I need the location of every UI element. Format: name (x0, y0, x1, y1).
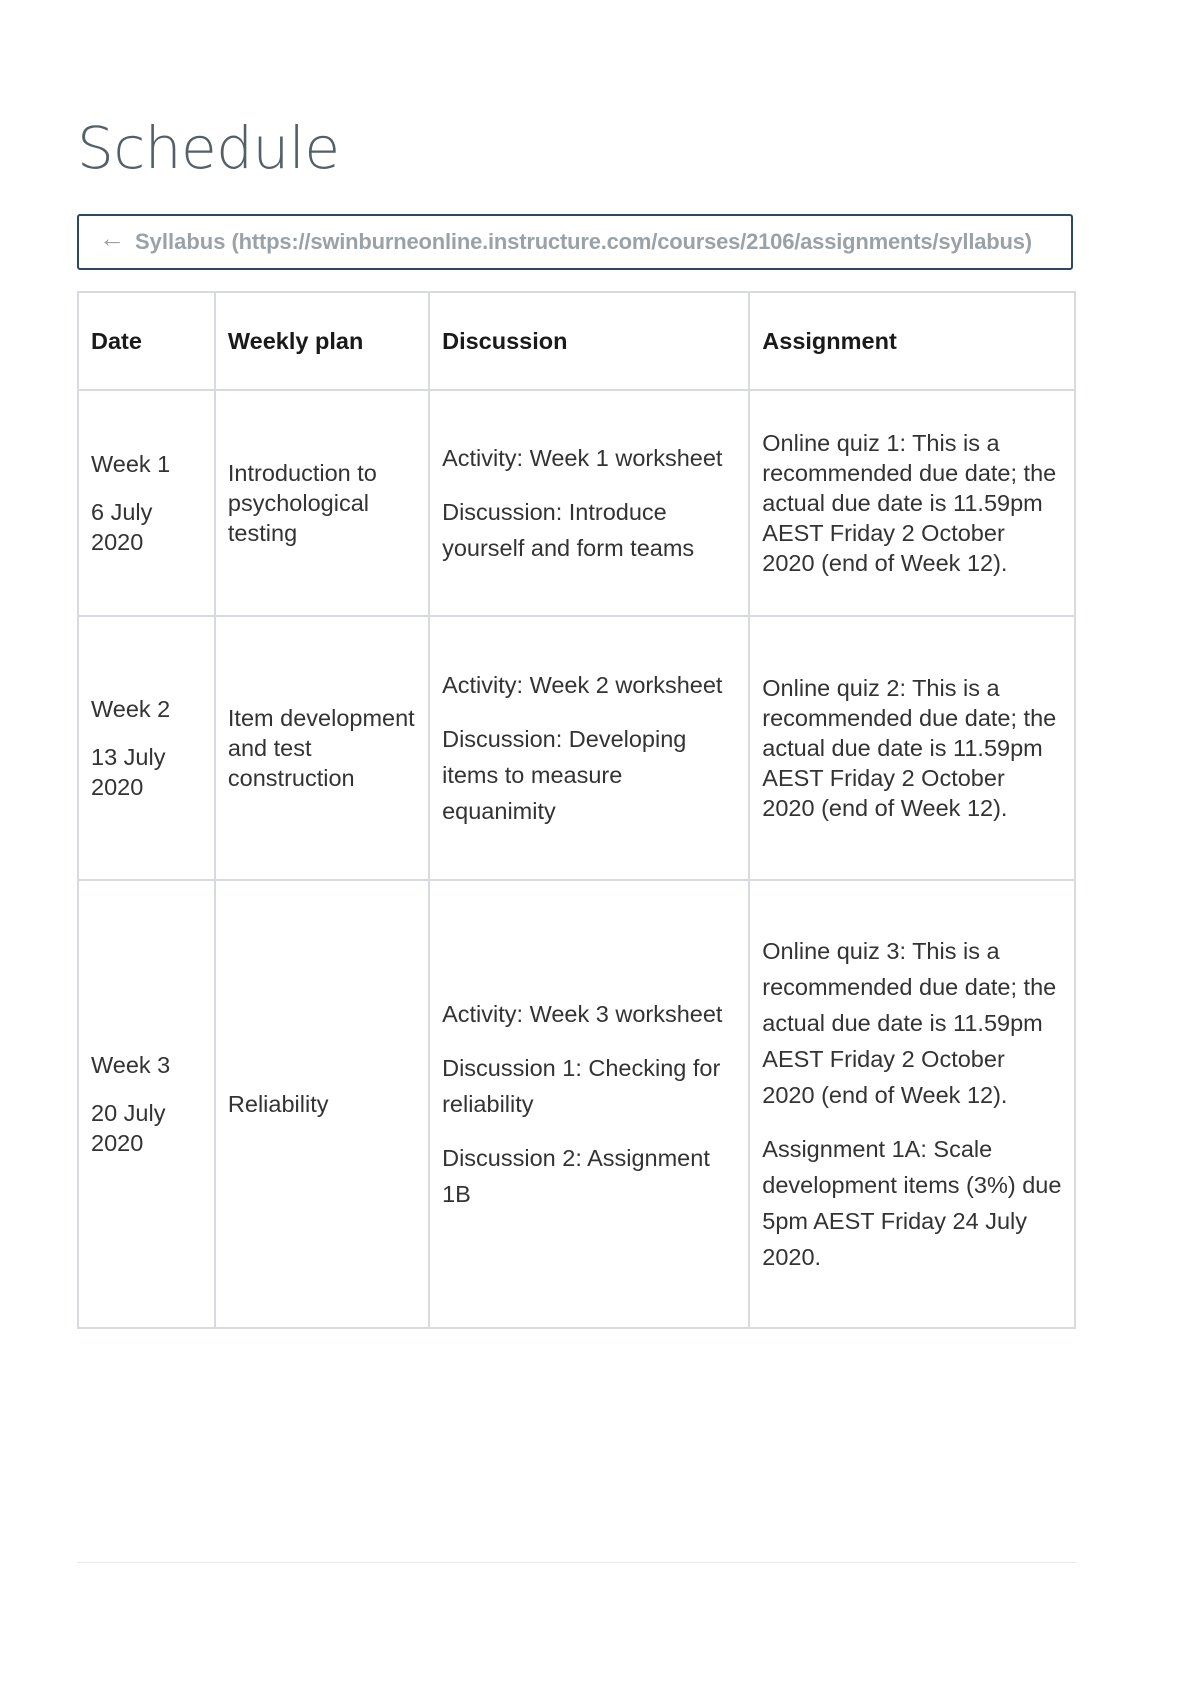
schedule-table (77, 291, 1076, 1329)
footer-divider (77, 1562, 1076, 1563)
left-arrow-icon: ← (99, 222, 125, 253)
weekly-plan-text: Introduction to psychological testing (227, 460, 377, 546)
assignment-item: Online quiz 3: This is a recommended due date; the actual due date is 11.59pm AEST Friday 2 October 2020 (end of Week 12). (762, 938, 1057, 1108)
cell-weekly-plan (215, 616, 429, 880)
table-header-row (78, 292, 1075, 390)
discussion-item: Activity: Week 1 worksheet (442, 445, 723, 471)
week-label: Week 1 (91, 451, 171, 477)
header-discussion: Discussion (429, 292, 749, 390)
weekly-plan-text: Item development and test construction (227, 705, 415, 791)
header-weekly-plan: Weekly plan (215, 292, 429, 390)
page-title: Schedule (77, 114, 340, 182)
cell-date (78, 616, 215, 880)
cell-date (78, 390, 215, 616)
discussion-item: Discussion 1: Checking for reliability (442, 1055, 721, 1117)
assignment-item: Assignment 1A: Scale development items (3%) due 5pm AEST Friday 24 July 2020. (762, 1136, 1062, 1270)
discussion-item: Discussion: Developing items to measure equanimity (442, 726, 687, 824)
week-label: Week 3 (91, 1052, 171, 1078)
cell-discussion (429, 880, 749, 1328)
syllabus-link-label: Syllabus (135, 229, 226, 254)
table-row (78, 390, 1075, 616)
assignment-item: Online quiz 1: This is a recommended due date; the actual due date is 11.59pm AEST Friday 2 October 2020 (end of Week 12). (762, 430, 1057, 576)
week-date: 20 July 2020 (91, 1100, 166, 1156)
discussion-item: Activity: Week 2 worksheet (442, 672, 723, 698)
header-assignment: Assignment (749, 292, 1075, 390)
syllabus-link-url: (https://swinburneonline.instructure.com/courses/2106/assignments/syllabus) (231, 229, 1032, 254)
week-date: 13 July 2020 (91, 744, 166, 800)
cell-discussion (429, 390, 749, 616)
cell-assignment (749, 616, 1075, 880)
header-date: Date (78, 292, 215, 390)
cell-weekly-plan (215, 880, 429, 1328)
cell-date (78, 880, 215, 1328)
cell-assignment (749, 390, 1075, 616)
syllabus-back-link[interactable] (77, 214, 1073, 270)
cell-assignment (749, 880, 1075, 1328)
week-label: Week 2 (91, 696, 171, 722)
table-row (78, 616, 1075, 880)
assignment-item: Online quiz 2: This is a recommended due date; the actual due date is 11.59pm AEST Friday 2 October 2020 (end of Week 12). (762, 675, 1057, 821)
discussion-item: Discussion 2: Assignment 1B (442, 1145, 710, 1207)
weekly-plan-text: Reliability (227, 1091, 329, 1117)
cell-weekly-plan (215, 390, 429, 616)
week-date: 6 July 2020 (91, 499, 153, 555)
discussion-item: Discussion: Introduce yourself and form teams (442, 499, 695, 561)
cell-discussion (429, 616, 749, 880)
table-row (78, 880, 1075, 1328)
discussion-item: Activity: Week 3 worksheet (442, 1001, 723, 1027)
